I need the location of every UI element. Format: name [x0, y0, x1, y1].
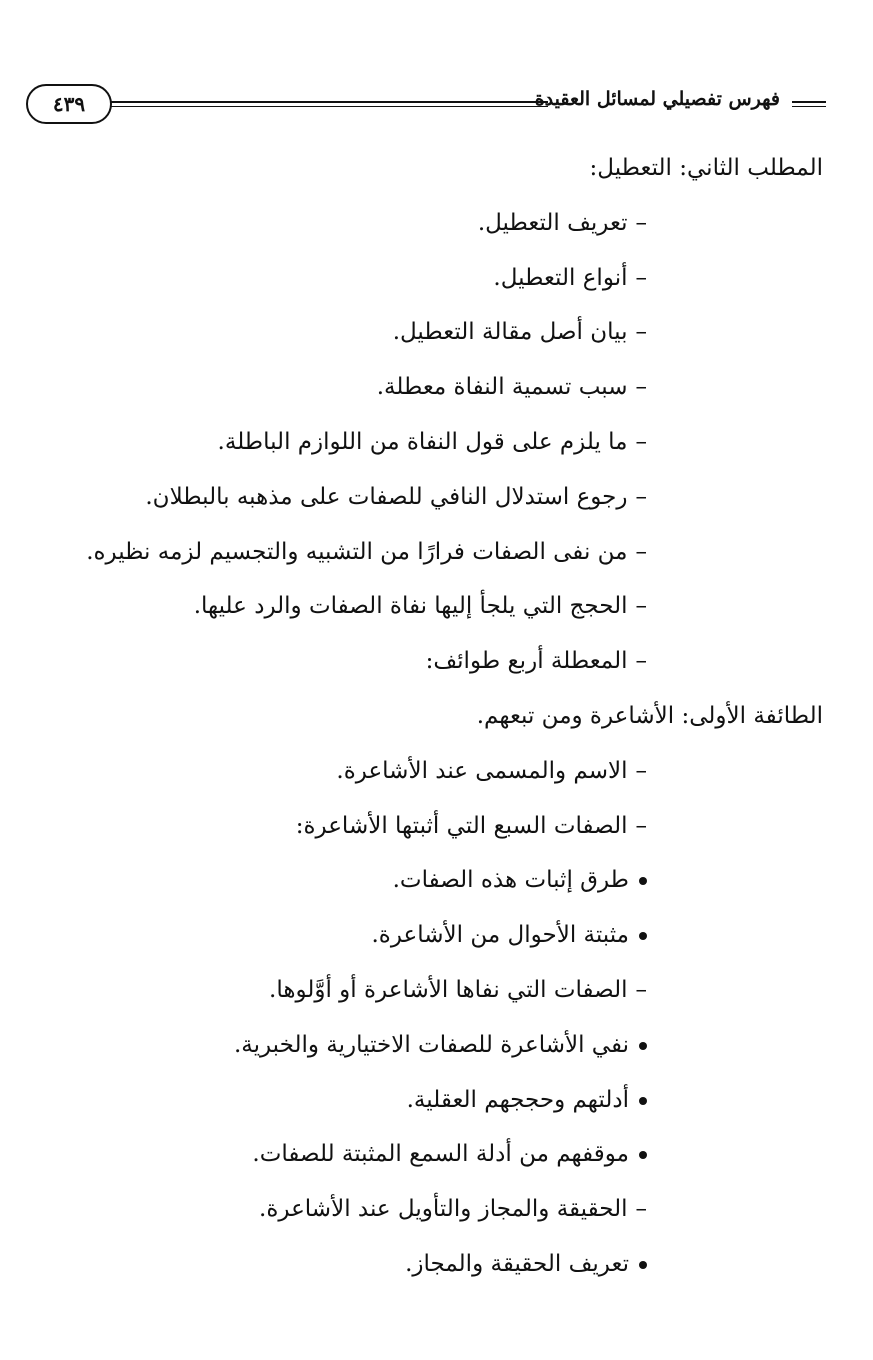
dash-list-item	[426, 643, 647, 679]
running-header	[26, 84, 826, 128]
dash-list-item	[296, 808, 647, 844]
dash-list-item	[493, 260, 647, 296]
header-rule-thin	[110, 106, 548, 107]
line-text: الطائفة الأولى: الأشاعرة ومن تبعهم.	[476, 703, 823, 729]
line-text: من نفى الصفات فرارًا من التشبيه والتجسيم لزمه نظيره.	[86, 538, 628, 565]
dash-marker: –	[635, 593, 647, 620]
line-text: تعريف التعطيل.	[477, 209, 628, 236]
line-text: ما يلزم على قول النفاة من اللوازم الباطلة.	[217, 429, 628, 455]
dash-marker: –	[635, 319, 647, 346]
line-text: بيان أصل مقالة التعطيل.	[392, 319, 628, 346]
line-text: الصفات التي نفاها الأشاعرة أو أوَّلوها.	[269, 977, 628, 1003]
dash-list-item	[86, 534, 647, 570]
section-heading	[477, 698, 823, 734]
dash-list-item	[393, 314, 647, 350]
line-text: مثبتة الأحوال من الأشاعرة.	[371, 922, 629, 949]
header-rule-short-thin	[792, 106, 826, 107]
dash-marker: –	[635, 374, 647, 401]
line-text: تعريف الحقيقة والمجاز.	[405, 1251, 629, 1277]
bullet-icon	[639, 1261, 647, 1269]
bullet-icon	[639, 1097, 647, 1105]
line-text: سبب تسمية النفاة معطلة.	[376, 374, 628, 401]
bullet-icon	[639, 877, 647, 885]
dash-list-item	[269, 972, 647, 1008]
dash-list-item	[194, 588, 647, 624]
line-text: أنواع التعطيل.	[493, 264, 628, 291]
line-text: طرق إثبات هذه الصفات.	[392, 867, 629, 894]
header-rule-short	[792, 101, 826, 103]
dash-list-item	[377, 369, 647, 405]
section-heading	[590, 150, 823, 186]
bullet-list-item	[234, 1027, 647, 1063]
dash-marker: –	[635, 209, 647, 236]
line-text: رجوع استدلال النافي للصفات على مذهبه بالبطلان.	[145, 483, 628, 510]
line-text: الحجج التي يلجأ إليها نفاة الصفات والرد عليها.	[193, 593, 628, 620]
dash-marker: –	[635, 429, 647, 455]
header-rule	[110, 101, 548, 103]
line-text: أدلتهم وحججهم العقلية.	[406, 1086, 629, 1113]
dash-list-item	[145, 479, 647, 515]
bullet-list-item	[407, 1082, 647, 1118]
dash-marker: –	[635, 483, 647, 510]
dash-list-item	[259, 1191, 647, 1227]
bullet-list-item	[393, 862, 647, 898]
bullet-list-item	[371, 917, 647, 953]
dash-marker: –	[635, 538, 647, 565]
line-text: المطلب الثاني: التعطيل:	[589, 155, 823, 181]
line-text: نفي الأشاعرة للصفات الاختيارية والخبرية.	[233, 1031, 629, 1058]
bullet-icon	[639, 1151, 647, 1159]
line-text: الحقيقة والمجاز والتأويل عند الأشاعرة.	[259, 1196, 628, 1223]
dash-list-item	[336, 753, 647, 789]
line-text: المعطلة أربع طوائف:	[425, 648, 628, 675]
dash-list-item	[478, 205, 647, 241]
page-number: ٤٣٩	[26, 84, 112, 124]
bullet-list-item	[252, 1136, 647, 1172]
bullet-icon	[639, 932, 647, 940]
dash-marker: –	[635, 648, 647, 675]
dash-marker: –	[635, 812, 647, 839]
bullet-icon	[639, 1042, 647, 1050]
dash-marker: –	[635, 264, 647, 291]
header-title: فهرس تفصيلي لمسائل العقيدة	[534, 88, 780, 110]
line-text: الصفات السبع التي أثبتها الأشاعرة:	[295, 812, 628, 839]
line-text: الاسم والمسمى عند الأشاعرة.	[336, 757, 628, 784]
dash-marker: –	[635, 757, 647, 784]
dash-marker: –	[635, 1196, 647, 1223]
dash-list-item	[218, 424, 647, 460]
bullet-list-item	[405, 1246, 647, 1282]
line-text: موقفهم من أدلة السمع المثبتة للصفات.	[252, 1141, 629, 1168]
dash-marker: –	[635, 977, 647, 1003]
